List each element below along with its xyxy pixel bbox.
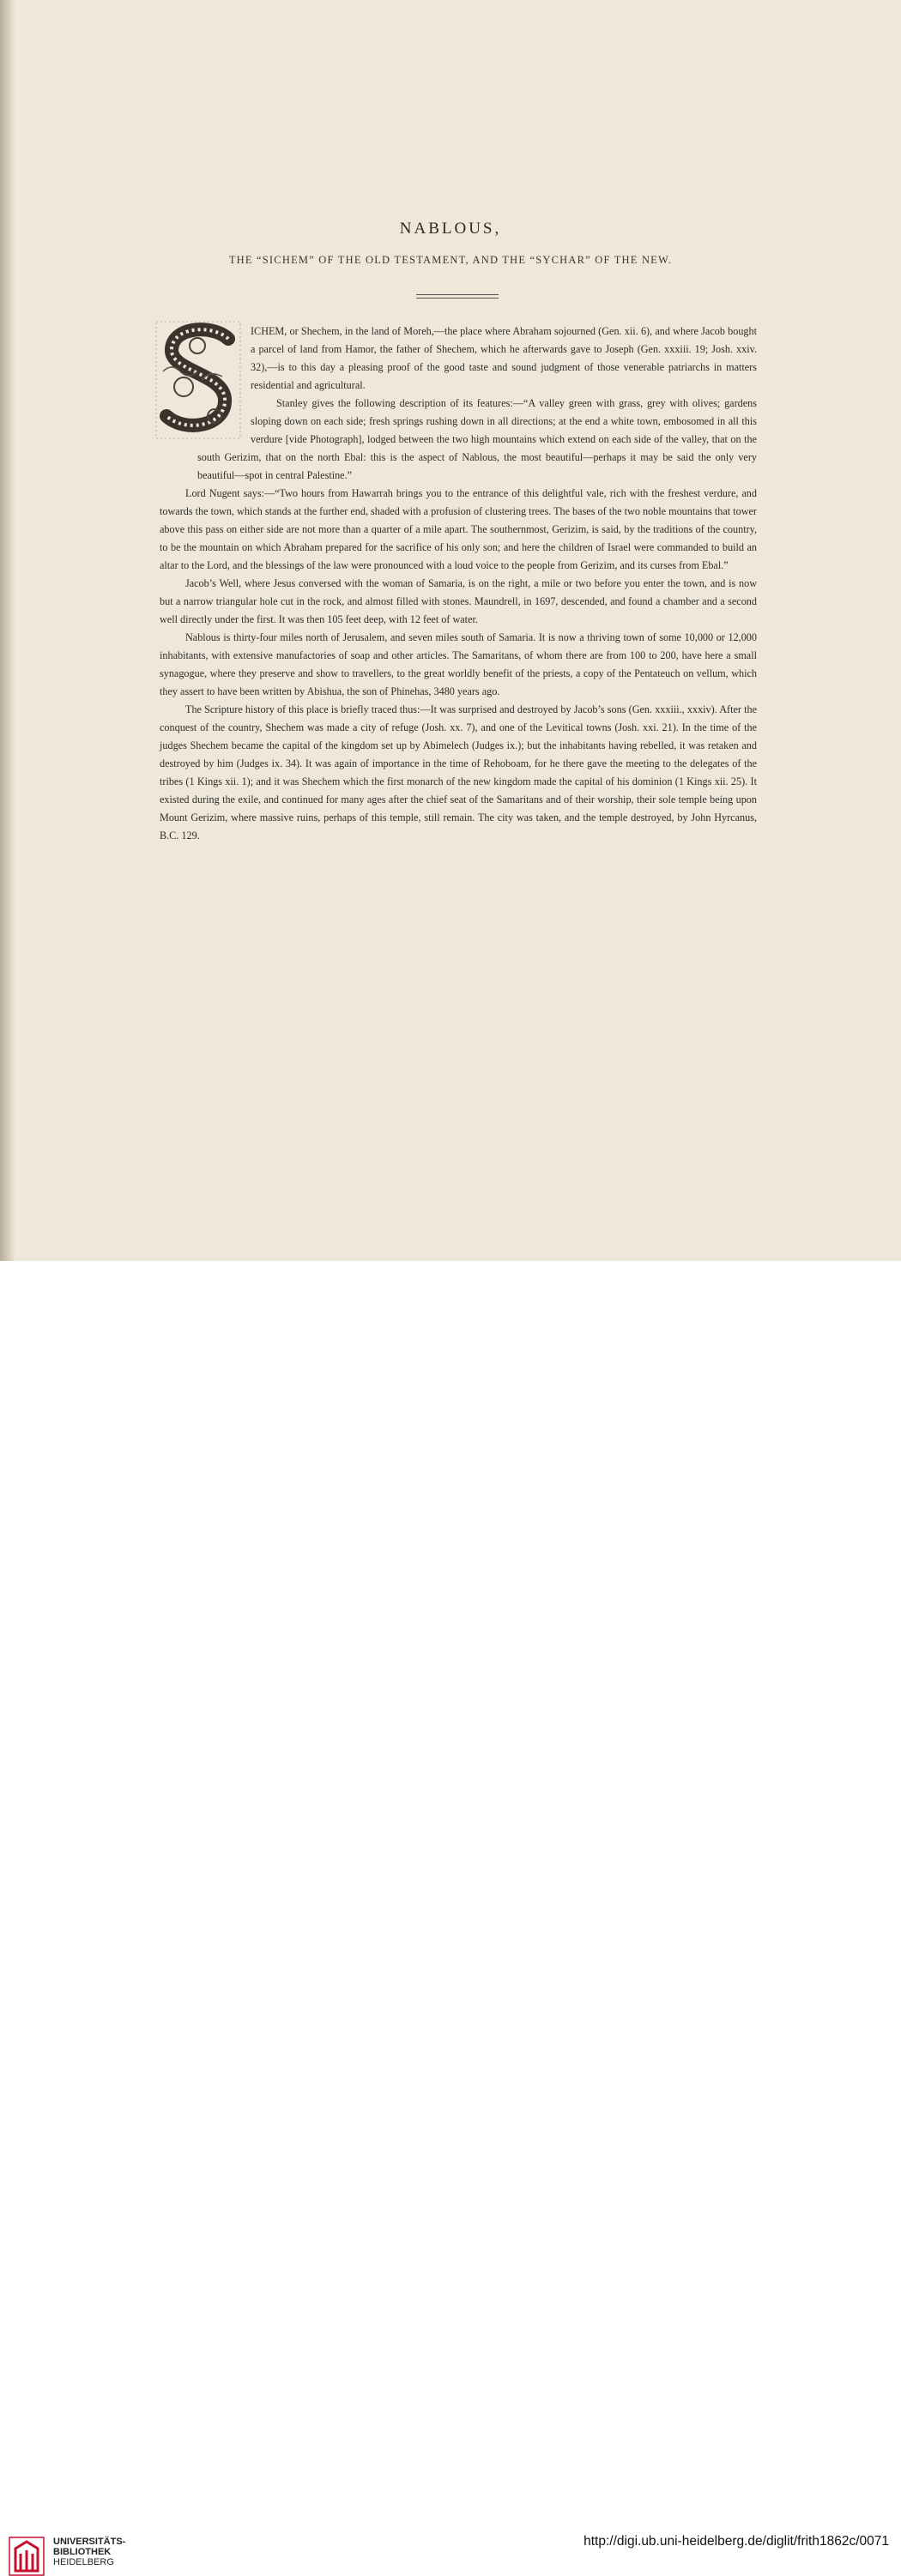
page-binding-shadow [0,0,15,1261]
paragraph-1: ICHEM, or Shechem, in the land of Moreh,—the place where Abraham sojourned (Gen. xii. 6), and where Jacob bought a parcel of land from Hamor, the father of Shechem, which he afterwards gave to Joseph (Gen. xxxiii. 19; Josh. xxiv. 32),—is to this day a pleasing proof of the good taste and sound judgment of those venerable patriarchs in matters residential and agricultural. [251,325,757,391]
paragraph-5: Nablous is thirty-four miles north of Jerusalem, and seven miles south of Samaria. It is now a thriving town of some 10,000 or 12,000 inhabitants, with extensive manufactories of soap and other articles. The Samaritans, of whom there are from 100 to 200, have here a small synagogue, where they preserve and show to travellers, to the great worldly benefit of the priests, a copy of the Pentateuch on vellum, which they assert to have been written by Abishua, the son of Phinehas, 3480 years ago. [160,631,757,697]
page-subtitle: THE “SICHEM” OF THE OLD TESTAMENT, AND THE “SYCHAR” OF THE NEW. [228,254,673,266]
paragraph-6: The Scripture history of this place is briefly traced thus:—It was surprised and destroyed by Jacob’s sons (Gen. xxxiii., xxxiv). After the conquest of the country, Shechem was made a city of refuge (Josh. xx. 7), and one of the Levitical towns (Josh. xxi. 21). In the time of the judges Shechem became the capital of the kingdom set up by Abimelech (Judges ix.); but the inhabitants having rebelled, it was retaken and destroyed by him (Judges ix. 34). It was again of importance in the time of Rehoboam, for he there gave the meeting to the delegates of the tribes (1 Kings xii. 1); and it was Shechem which the first monarch of the new kingdom made the capital of his dominion (1 Kings xii. 25). It existed during the exile, and continued for many ages after the chief seat of the Samaritans and of their worship, their sole temple being upon Mount Gerizim, where massive ruins, perhaps of this temple, still remain. The city was taken, and the temple destroyed, by John Hyrcanus, B.C. 129. [160,703,757,842]
paragraph-3: Lord Nugent says:—“Two hours from Hawarrah brings you to the entrance of this delightful vale, rich with the freshest verdure, and towards the town, which stands at the further end, shaded with a profusion of clustering trees. The bases of the two noble mountains that tower above this pass on either side are not more than a quarter of a mile apart. The southernmost, Gerizim, is said, by the traditions of the country, to be the mountain on which Abraham prepared for the sacrifice of his only son; and here the children of Israel were commanded to build an altar to the Lord, and the blessings of the law were pronounced with a loud voice to the people from Gerizim, and its curses from Ebal.” [160,487,757,571]
body-text [160,323,757,845]
viewer-footer [0,1261,901,2567]
document-url-link[interactable]: http://digi.ub.uni-heidelberg.de/diglit/frith1862c/0071 [584,2534,889,2549]
book-page [0,0,901,1261]
paragraph-2: Stanley gives the following description of its features:—“A valley green with grass, grey with olives; gardens sloping down on each side; fresh springs rushing down in all directions; at the end a white town, embosomed in all this verdure [vide Photograph], lodged between the two high mountains which extend on each side of the valley, that on the south Gerizim, that on the north Ebal: this is the aspect of Nablous, the most beautiful—perhaps it may be said the only very beautiful—spot in central Palestine.” [197,397,757,481]
library-logo-icon [9,2537,45,2576]
library-name: UNIVERSITÄTS- BIBLIOTHEK HEIDELBERG [53,2537,126,2567]
page-title: NABLOUS, [399,220,502,238]
title-divider [416,294,499,299]
paragraph-4: Jacob’s Well, where Jesus conversed with the woman of Samaria, is on the right, a mile or two before you enter the town, and is now but a narrow triangular hole cut in the rock, and almost filled with stones. Maundrell, in 1697, descended, and found a chamber and a second well directly under the first. It was then 105 feet deep, with 12 feet of water. [160,577,757,625]
